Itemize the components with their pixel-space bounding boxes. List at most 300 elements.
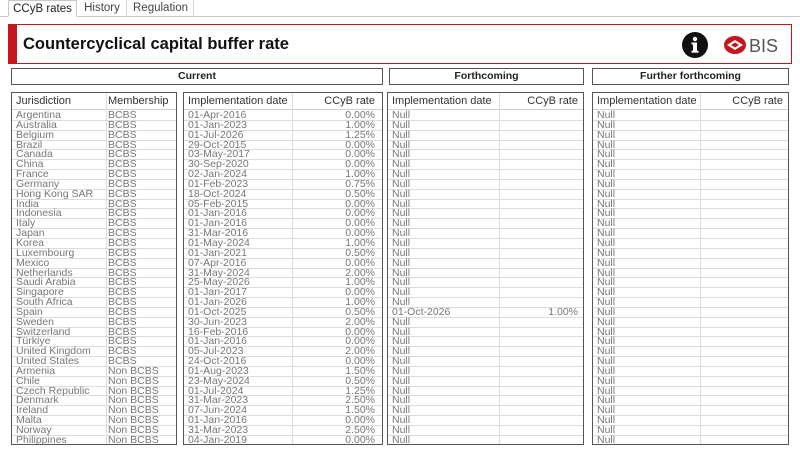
current-rate-cell: 0.75% [345, 177, 375, 190]
further-date-cell: Null [597, 384, 616, 397]
forthcoming-date-cell: Null [392, 364, 411, 377]
current-rate-cell: 1.00% [345, 168, 375, 181]
page-header [8, 24, 792, 64]
forthcoming-date-cell: Null [392, 335, 411, 348]
membership-cell: BCBS [108, 266, 137, 279]
membership-cell: Non BCBS [108, 433, 159, 445]
col-ccyb-rate: CCyB rate [732, 95, 783, 107]
current-date-cell: 30-Jun-2023 [188, 315, 247, 328]
current-rate-cell: 1.25% [345, 128, 375, 141]
table-row [593, 177, 788, 190]
current-date-cell: 01-Jan-2017 [188, 286, 247, 299]
further-date-cell: Null [597, 394, 616, 407]
table-row [12, 209, 176, 219]
current-table [183, 92, 383, 445]
membership-cell: BCBS [108, 246, 137, 259]
membership-cell: BCBS [108, 207, 137, 220]
membership-cell: BCBS [108, 236, 137, 249]
current-date-cell: 07-Apr-2016 [188, 256, 247, 269]
further-date-cell: Null [597, 433, 616, 445]
jurisdiction-cell: Brazil [16, 138, 43, 151]
table-row [593, 236, 788, 249]
jurisdiction-cell: Malta [16, 414, 42, 427]
col-ccyb-rate: CCyB rate [324, 95, 375, 107]
current-date-cell: 02-Jan-2024 [188, 168, 247, 181]
table-row [388, 246, 583, 259]
table-row [388, 433, 583, 445]
tab-history[interactable]: History [78, 0, 127, 17]
table-row [388, 266, 583, 279]
page-title: Countercyclical capital buffer rate [23, 35, 289, 53]
current-date-cell: 01-Aug-2023 [188, 364, 249, 377]
forthcoming-date-cell: Null [392, 177, 411, 190]
current-date-cell: 04-Jan-2019 [188, 433, 247, 445]
membership-cell: BCBS [108, 305, 137, 318]
current-date-cell: 01-Jan-2016 [188, 414, 247, 427]
col-impl-date: Implementation date [597, 95, 697, 107]
current-date-cell: 31-Mar-2016 [188, 227, 249, 240]
table-row [388, 138, 583, 151]
current-rate-cell: 0.00% [345, 355, 375, 368]
current-date-cell: 01-Jan-2016 [188, 217, 247, 230]
current-date-cell: 01-Jan-2021 [188, 246, 247, 259]
table-row [184, 433, 382, 445]
jurisdiction-cell: Hong Kong SAR [16, 187, 94, 200]
forthcoming-date-cell: Null [392, 109, 411, 121]
membership-cell: Non BCBS [108, 404, 159, 417]
membership-cell: BCBS [108, 148, 137, 161]
table-row [388, 118, 583, 131]
membership-cell: BCBS [108, 168, 137, 181]
current-rate-cell: 0.50% [345, 246, 375, 259]
table-row [593, 315, 788, 328]
forthcoming-date-cell: Null [392, 325, 411, 338]
table-row [388, 236, 583, 249]
membership-cell: BCBS [108, 256, 137, 269]
forthcoming-date-cell: Null [392, 138, 411, 151]
table-row [12, 433, 176, 445]
current-date-cell: 01-Jan-2016 [188, 335, 247, 348]
further-date-cell: Null [597, 315, 616, 328]
table-row [388, 177, 583, 190]
table-row [593, 396, 788, 406]
forthcoming-date-cell: Null [392, 168, 411, 181]
table-row [388, 384, 583, 397]
further-date-cell: Null [597, 197, 616, 210]
further-date-cell: Null [597, 296, 616, 309]
current-date-cell: 31-May-2024 [188, 266, 250, 279]
table-row [593, 118, 788, 131]
col-impl-date: Implementation date [188, 95, 288, 107]
col-impl-date: Implementation date [392, 95, 492, 107]
further-date-cell: Null [597, 424, 616, 436]
current-rate-cell: 1.50% [345, 364, 375, 377]
current-date-cell: 31-Mar-2023 [188, 394, 249, 407]
current-date-cell: 01-Jan-2016 [188, 207, 247, 220]
further-date-cell: Null [597, 148, 616, 161]
current-rate-cell: 1.00% [345, 118, 375, 131]
info-icon[interactable] [682, 32, 708, 58]
table-row [593, 364, 788, 377]
col-jurisdiction: Jurisdiction [16, 95, 72, 107]
table-row [593, 374, 788, 387]
current-date-cell: 01-Jul-2024 [188, 384, 244, 397]
forthcoming-date-cell: Null [392, 404, 411, 417]
table-row [593, 305, 788, 318]
jurisdiction-cell: United States [16, 355, 80, 368]
further-date-cell: Null [597, 374, 616, 387]
current-rate-cell: 2.00% [345, 345, 375, 358]
forthcoming-date-cell: Null [392, 158, 411, 171]
table-row [593, 347, 788, 357]
col-membership: Membership [108, 95, 169, 107]
section-current-header: Current [11, 68, 383, 85]
membership-cell: BCBS [108, 276, 137, 289]
jurisdiction-cell: Switzerland [16, 325, 71, 338]
forthcoming-date-cell: Null [392, 256, 411, 269]
further-date-cell: Null [597, 266, 616, 279]
current-date-cell: 16-Feb-2016 [188, 325, 249, 338]
membership-cell: BCBS [108, 177, 137, 190]
table-row [593, 337, 788, 347]
table-row [593, 288, 788, 298]
jurisdiction-cell: Saudi Arabia [16, 276, 76, 289]
jurisdiction-cell: South Africa [16, 296, 73, 309]
forthcoming-date-cell: Null [392, 148, 411, 161]
current-date-cell: 07-Jun-2024 [188, 404, 247, 417]
table-row [593, 357, 788, 367]
current-rate-cell: 0.00% [345, 197, 375, 210]
further-date-cell: Null [597, 355, 616, 368]
table-row [593, 160, 788, 170]
further-date-cell: Null [597, 207, 616, 220]
jurisdiction-cell: Ireland [16, 404, 49, 417]
table-row [593, 209, 788, 219]
further-date-cell: Null [597, 364, 616, 377]
table-row [388, 150, 583, 160]
table-row [388, 347, 583, 357]
table-row [388, 187, 583, 200]
table-row [388, 209, 583, 219]
current-date-cell: 01-Feb-2023 [188, 177, 249, 190]
table-row [388, 337, 583, 347]
further-date-cell: Null [597, 335, 616, 348]
table-row [388, 229, 583, 239]
further-date-cell: Null [597, 246, 616, 259]
table-row [388, 406, 583, 416]
current-rate-cell: 2.00% [345, 266, 375, 279]
current-rate-cell: 0.50% [345, 305, 375, 318]
current-date-cell: 31-Mar-2023 [188, 424, 249, 436]
jurisdiction-table-header [12, 93, 176, 110]
forthcoming-date-cell: Null [392, 227, 411, 240]
membership-cell: Non BCBS [108, 424, 159, 436]
jurisdiction-cell: Australia [16, 118, 57, 131]
bis-logo-text: BIS [749, 36, 779, 56]
membership-cell: BCBS [108, 315, 137, 328]
current-rate-cell: 0.00% [345, 286, 375, 299]
further-date-cell: Null [597, 158, 616, 171]
table-row [388, 364, 583, 377]
table-row [593, 229, 788, 239]
membership-cell: BCBS [108, 197, 137, 210]
jurisdiction-cell: Canada [16, 148, 53, 161]
jurisdiction-cell: Japan [16, 227, 45, 240]
current-rate-cell: 0.00% [345, 433, 375, 445]
membership-cell: BCBS [108, 109, 137, 121]
section-forthcoming-header: Forthcoming [389, 68, 584, 85]
current-rate-cell: 0.00% [345, 256, 375, 269]
header-accent-bar [8, 24, 17, 64]
jurisdiction-cell: Czech Republic [16, 384, 90, 397]
current-table-header [184, 93, 382, 110]
membership-cell: BCBS [108, 187, 137, 200]
current-rate-cell: 0.50% [345, 374, 375, 387]
table-row [388, 219, 583, 229]
jurisdiction-cell: Denmark [16, 394, 59, 407]
jurisdiction-cell: Korea [16, 236, 45, 249]
current-date-cell: 01-Oct-2025 [188, 305, 247, 318]
forthcoming-date-cell: Null [392, 315, 411, 328]
forthcoming-date-cell: Null [392, 433, 411, 445]
further-date-cell: Null [597, 227, 616, 240]
current-date-cell: 24-Oct-2016 [188, 355, 247, 368]
table-row [593, 219, 788, 229]
jurisdiction-cell: Mexico [16, 256, 50, 269]
current-rate-cell: 0.50% [345, 187, 375, 200]
jurisdiction-cell: Sweden [16, 315, 54, 328]
further-table-header [593, 93, 788, 110]
table-row [388, 197, 583, 210]
forthcoming-date-cell: Null [392, 384, 411, 397]
membership-cell: Non BCBS [108, 364, 159, 377]
jurisdiction-cell: Singapore [16, 286, 64, 299]
further-date-cell: Null [597, 187, 616, 200]
jurisdiction-table [11, 92, 177, 445]
forthcoming-date-cell: 01-Oct-2026 [392, 305, 451, 318]
table-row [593, 384, 788, 397]
further-date-cell: Null [597, 128, 616, 141]
table-row [593, 170, 788, 180]
further-date-cell: Null [597, 217, 616, 230]
membership-cell: BCBS [108, 345, 137, 358]
current-rate-cell: 1.00% [345, 236, 375, 249]
further-date-cell: Null [597, 168, 616, 181]
further-date-cell: Null [597, 138, 616, 151]
current-rate-cell: 1.25% [345, 384, 375, 397]
current-rate-cell: 0.00% [345, 414, 375, 427]
further-date-cell: Null [597, 276, 616, 289]
table-row [388, 128, 583, 141]
table-row [388, 305, 583, 318]
table-row [388, 288, 583, 298]
table-row [593, 150, 788, 160]
forthcoming-date-cell: Null [392, 286, 411, 299]
forthcoming-rate-cell: 1.00% [548, 305, 578, 318]
jurisdiction-cell: Philippines [16, 433, 67, 445]
further-date-cell: Null [597, 414, 616, 427]
membership-cell: BCBS [108, 118, 137, 131]
membership-cell: BCBS [108, 296, 137, 309]
current-date-cell: 03-May-2017 [188, 148, 250, 161]
jurisdiction-cell: United Kingdom [16, 345, 91, 358]
table-row [593, 278, 788, 288]
membership-cell: BCBS [108, 335, 137, 348]
forthcoming-table-header [388, 93, 583, 110]
forthcoming-date-cell: Null [392, 296, 411, 309]
bis-logo [723, 33, 791, 57]
table-row [593, 246, 788, 259]
table-row [388, 256, 583, 269]
table-row [388, 357, 583, 367]
current-rate-cell: 2.50% [345, 424, 375, 436]
table-row [388, 315, 583, 328]
membership-cell: Non BCBS [108, 374, 159, 387]
further-date-cell: Null [597, 325, 616, 338]
forthcoming-date-cell: Null [392, 276, 411, 289]
table-row [388, 416, 583, 426]
jurisdiction-cell: China [16, 158, 44, 171]
current-rate-cell: 0.00% [345, 207, 375, 220]
current-date-cell: 23-May-2024 [188, 374, 250, 387]
table-row [388, 396, 583, 406]
table-row [593, 138, 788, 151]
current-rate-cell: 2.50% [345, 394, 375, 407]
table-row [388, 170, 583, 180]
forthcoming-date-cell: Null [392, 217, 411, 230]
membership-cell: BCBS [108, 138, 137, 151]
forthcoming-table [387, 92, 584, 445]
jurisdiction-cell: France [16, 168, 49, 181]
membership-cell: BCBS [108, 355, 137, 368]
membership-cell: Non BCBS [108, 414, 159, 427]
table-row [593, 426, 788, 436]
further-date-cell: Null [597, 404, 616, 417]
further-date-cell: Null [597, 109, 616, 121]
membership-cell: BCBS [108, 128, 137, 141]
jurisdiction-cell: Belgium [16, 128, 54, 141]
current-rate-cell: 1.00% [345, 276, 375, 289]
membership-cell: BCBS [108, 286, 137, 299]
jurisdiction-cell: Italy [16, 217, 36, 230]
jurisdiction-cell: India [16, 197, 39, 210]
current-date-cell: 01-Apr-2016 [188, 109, 247, 121]
tab-ccyb-rates[interactable]: CCyB rates [8, 0, 77, 17]
jurisdiction-cell: Spain [16, 305, 43, 318]
current-date-cell: 05-Feb-2015 [188, 197, 249, 210]
current-rate-cell: 0.00% [345, 325, 375, 338]
table-row [388, 374, 583, 387]
further-date-cell: Null [597, 256, 616, 269]
current-rate-cell: 1.00% [345, 296, 375, 309]
further-date-cell: Null [597, 286, 616, 299]
tab-bar [0, 0, 800, 17]
jurisdiction-cell: Netherlands [16, 266, 73, 279]
table-row [388, 278, 583, 288]
jurisdiction-cell: Chile [16, 374, 40, 387]
current-rate-cell: 2.00% [345, 315, 375, 328]
membership-cell: BCBS [108, 325, 137, 338]
forthcoming-date-cell: Null [392, 207, 411, 220]
table-row [593, 128, 788, 141]
forthcoming-date-cell: Null [392, 187, 411, 200]
current-rate-cell: 0.00% [345, 227, 375, 240]
section-further-header: Further forthcoming [592, 68, 789, 85]
forthcoming-date-cell: Null [392, 236, 411, 249]
further-date-cell: Null [597, 118, 616, 131]
further-date-cell: Null [597, 345, 616, 358]
jurisdiction-cell: Germany [16, 177, 60, 190]
current-rate-cell: 0.00% [345, 217, 375, 230]
membership-cell: BCBS [108, 227, 137, 240]
current-rate-cell: 0.00% [345, 335, 375, 348]
table-row [593, 256, 788, 269]
tab-regulation[interactable]: Regulation [128, 0, 194, 17]
forthcoming-date-cell: Null [392, 374, 411, 387]
forthcoming-date-cell: Null [392, 345, 411, 358]
forthcoming-date-cell: Null [392, 197, 411, 210]
table-row [593, 433, 788, 445]
table-row [388, 426, 583, 436]
membership-cell: Non BCBS [108, 384, 159, 397]
forthcoming-date-cell: Null [392, 355, 411, 368]
table-row [593, 298, 788, 308]
forthcoming-date-cell: Null [392, 118, 411, 131]
current-date-cell: 01-May-2024 [188, 236, 250, 249]
table-row [593, 197, 788, 210]
forthcoming-date-cell: Null [392, 414, 411, 427]
further-date-cell: Null [597, 177, 616, 190]
further-forthcoming-table [592, 92, 789, 445]
current-date-cell: 29-Oct-2015 [188, 138, 247, 151]
forthcoming-date-cell: Null [392, 128, 411, 141]
table-row [593, 406, 788, 416]
jurisdiction-cell: Norway [16, 424, 52, 436]
jurisdiction-cell: Armenia [16, 364, 56, 377]
current-date-cell: 01-Jan-2026 [188, 296, 247, 309]
current-rate-cell: 0.00% [345, 148, 375, 161]
table-row [593, 187, 788, 200]
table-row [593, 325, 788, 338]
membership-cell: BCBS [108, 217, 137, 230]
current-date-cell: 01-Jan-2023 [188, 118, 247, 131]
current-rate-cell: 0.00% [345, 158, 375, 171]
jurisdiction-cell: Argentina [16, 109, 61, 121]
jurisdiction-cell: Luxembourg [16, 246, 75, 259]
current-date-cell: 18-Oct-2024 [188, 187, 247, 200]
table-row [388, 111, 583, 121]
table-row [593, 416, 788, 426]
forthcoming-date-cell: Null [392, 424, 411, 436]
membership-cell: BCBS [108, 158, 137, 171]
jurisdiction-cell: Indonesia [16, 207, 62, 220]
membership-cell: Non BCBS [108, 394, 159, 407]
forthcoming-date-cell: Null [392, 266, 411, 279]
current-date-cell: 05-Jul-2023 [188, 345, 244, 358]
current-rate-cell: 0.00% [345, 138, 375, 151]
table-row [388, 325, 583, 338]
table-row [593, 266, 788, 279]
current-date-cell: 25-May-2026 [188, 276, 250, 289]
forthcoming-date-cell: Null [392, 394, 411, 407]
table-row [388, 160, 583, 170]
col-ccyb-rate: CCyB rate [527, 95, 578, 107]
current-rate-cell: 0.00% [345, 109, 375, 121]
jurisdiction-cell: Türkiye [16, 335, 51, 348]
current-date-cell: 01-Jul-2026 [188, 128, 244, 141]
further-date-cell: Null [597, 305, 616, 318]
table-row [593, 111, 788, 121]
